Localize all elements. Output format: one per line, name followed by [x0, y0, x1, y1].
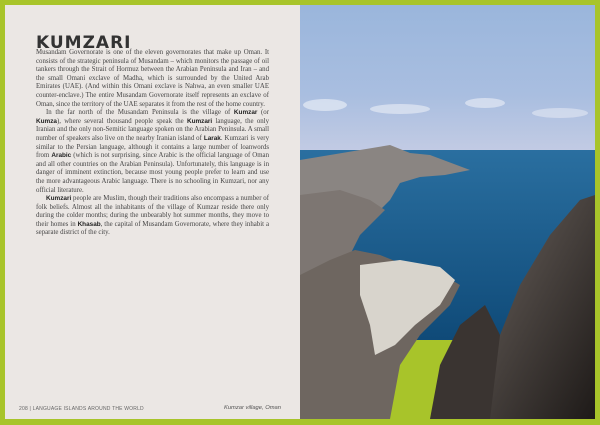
- page-title: KUMZARI: [36, 33, 132, 53]
- paragraph: Kumzari people are Muslim, though their traditions also encompass a number of folk beliefs. Almost all the inhabitants of the village of Kumzar reside there only during the colder months; during the unbearably hot summer months, they move to their homes in Khasab, the capital of Musandam Governorate, where they inhabit a separate district of the city.: [36, 195, 269, 237]
- paragraph: Musandam Governorate is one of the eleven governorates that make up Oman. It consists of the strategic peninsula of Musandam – which monitors the passage of oil tankers through the Strait of Hormuz between the Arabian Peninsula and Iran – and the small Omani exclave of Madha, which is surrounded by the United Arab Emirates (UAE). (And within this Omani exclave is Nahwa, an even smaller UAE counter-enclave.) The entire Musandam Governorate itself represents an exclave of Oman, since the territory of the UAE separates it from the rest of the home country.: [36, 49, 269, 108]
- body-text: [36, 49, 269, 238]
- highlighted-term: Larak: [203, 134, 221, 142]
- paragraph: In the far north of the Musandam Peninsula is the village of Kumzar (or Kumza), where several thousand people speak the Kumzari language, the only Iranian and the only non-Semitic language spoken on the Arabian Peninsula. A small number of speakers also live on the nearby Iranian island of Larak. Kumzari is very similar to the Persian language, although it contains a large number of loanwords from Arabic (which is not surprising, since Arabic is the official language of Oman and all other countries on the Arabian Peninsula). Unfortunately, this language is in danger of imminent extinction, because most young people prefer to learn and use the more advantageous Arabic language. There is no schooling in Kumzari, nor any official literature.: [36, 109, 270, 194]
- photo-illustration: [300, 5, 595, 419]
- highlighted-term: Kumzari: [186, 117, 213, 125]
- text-page: [5, 5, 300, 419]
- highlighted-term: Kumzar: [233, 109, 258, 117]
- highlighted-term: Khasab: [77, 220, 101, 228]
- photo-caption: Kumzar village, Oman: [223, 405, 281, 411]
- highlighted-term: Kumza: [36, 117, 57, 125]
- highlighted-term: Arabic: [51, 152, 72, 160]
- page-footer: 208 | LANGUAGE ISLANDS AROUND THE WORLD: [19, 406, 144, 412]
- kumzar-village-photo: [300, 5, 595, 419]
- highlighted-term: Kumzari: [46, 195, 72, 203]
